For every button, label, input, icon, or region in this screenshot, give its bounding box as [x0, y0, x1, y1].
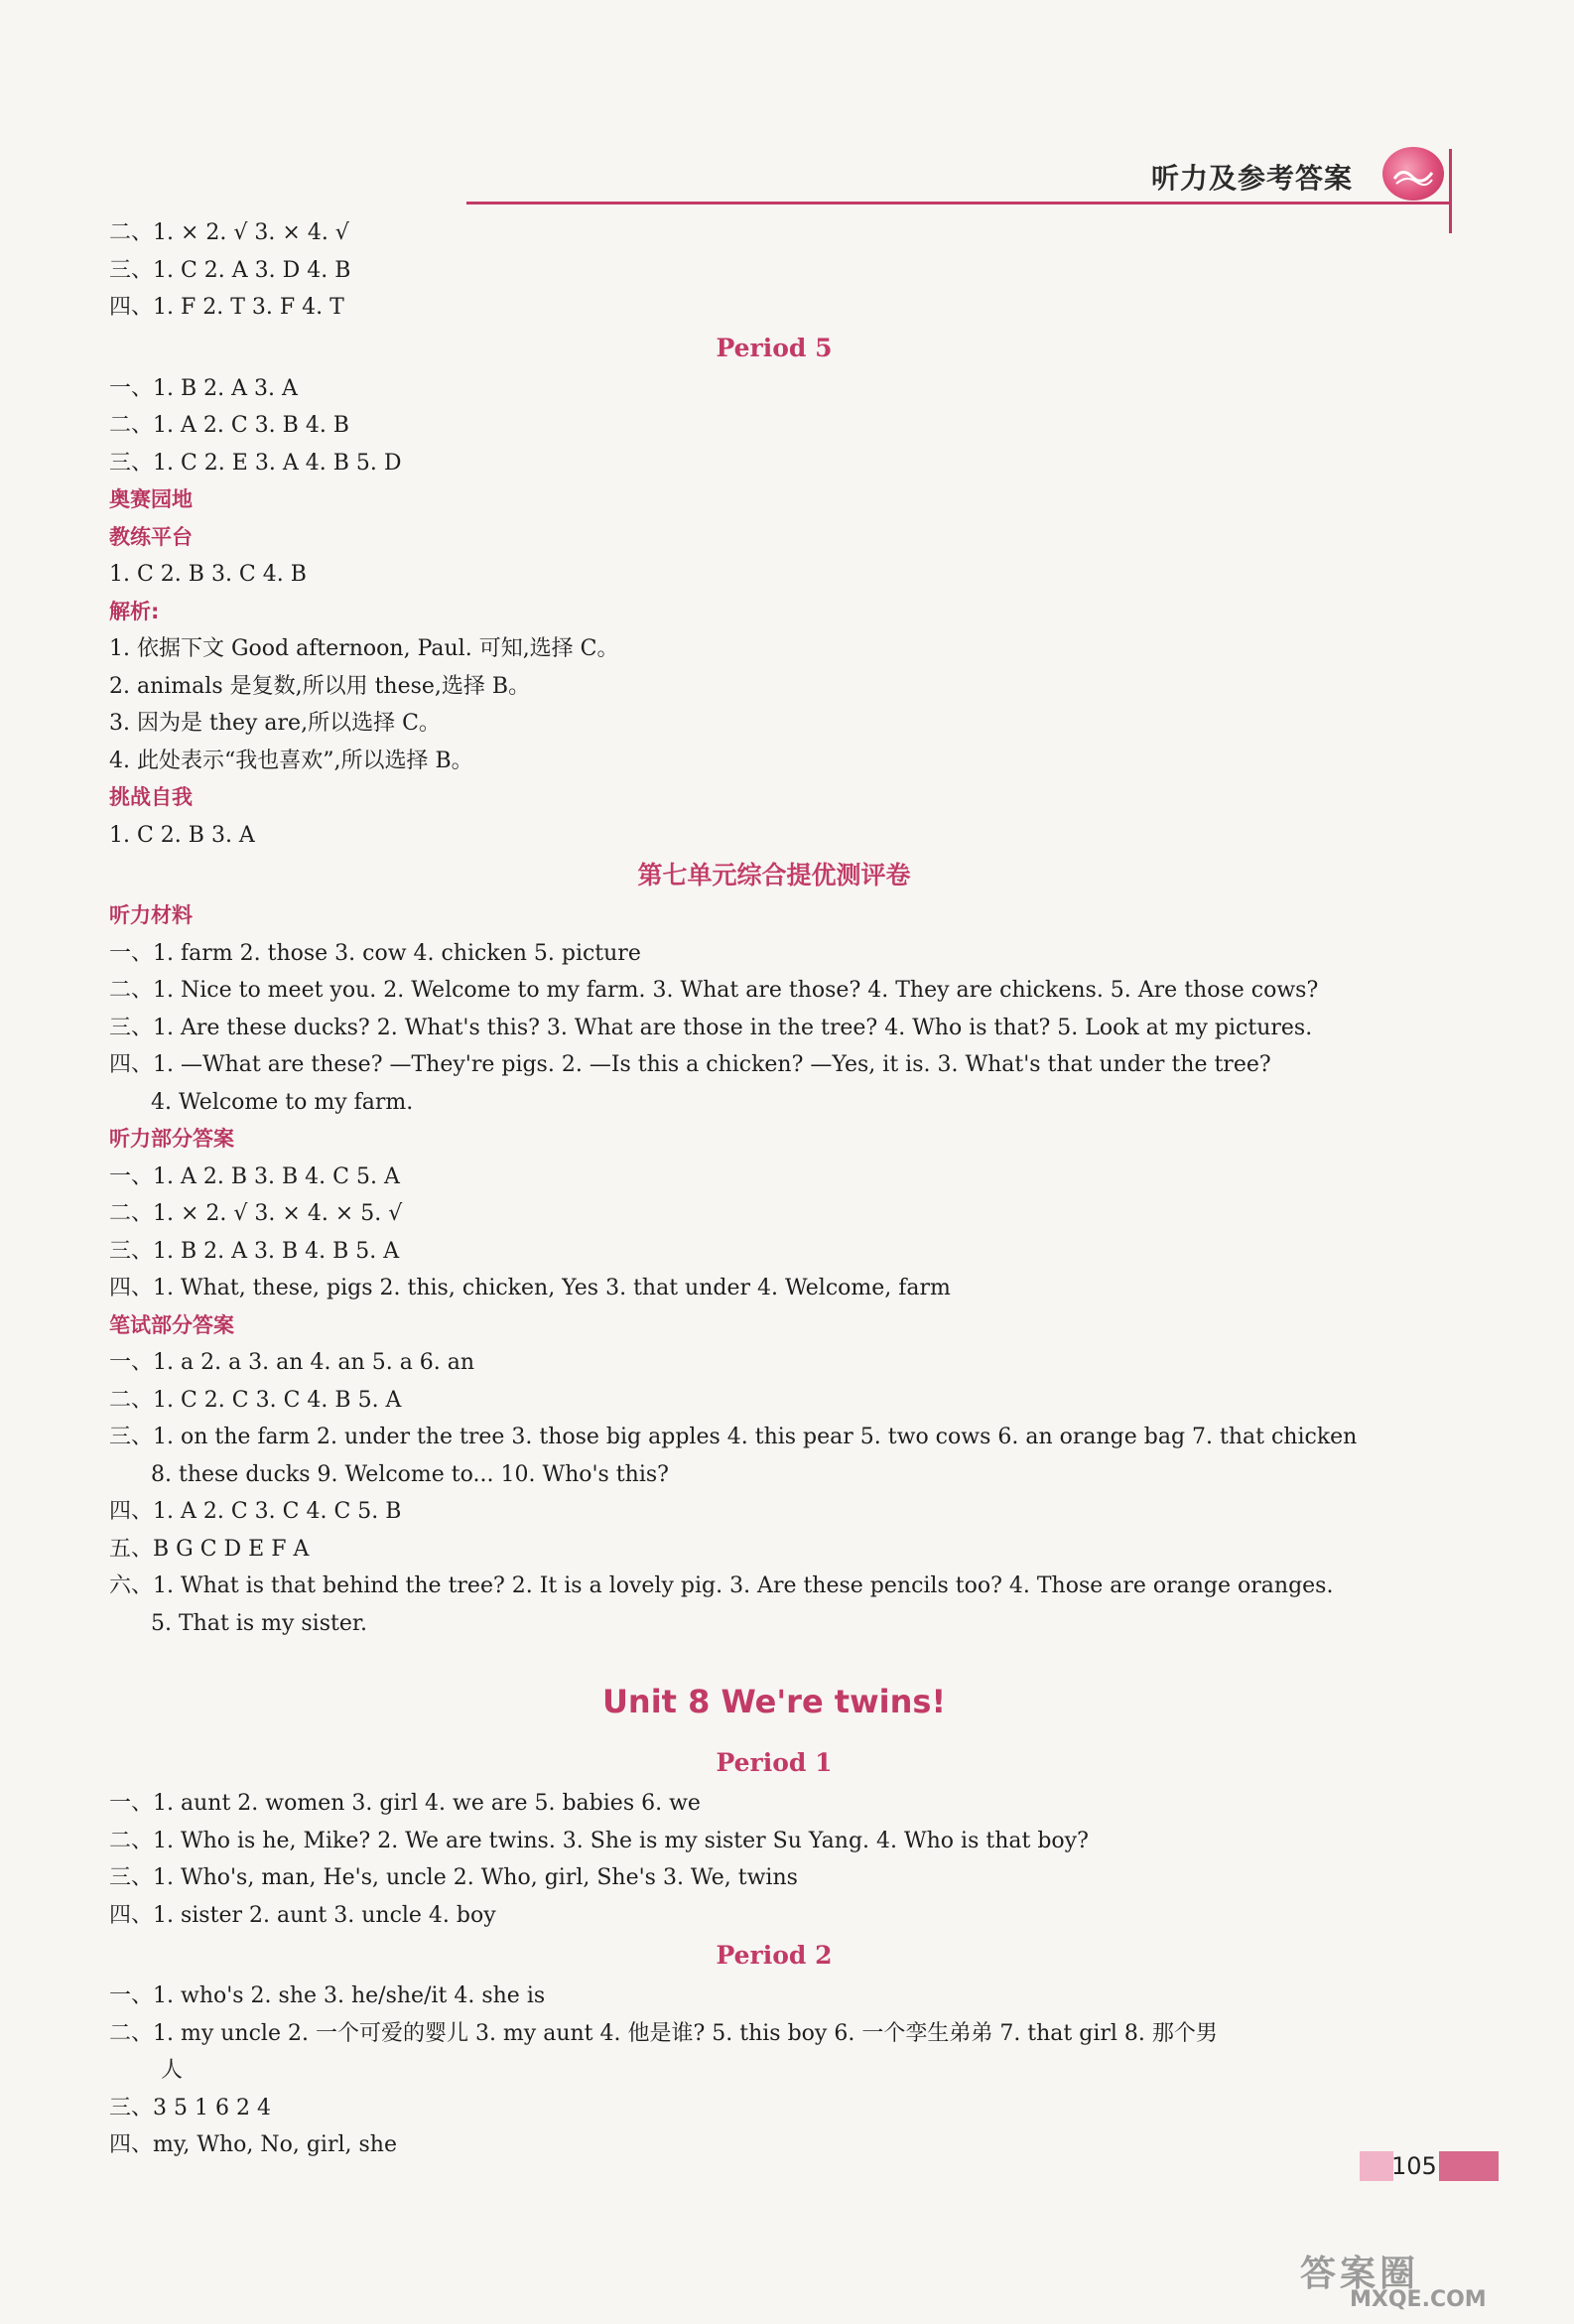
answer-line: 五、B G C D E F A [109, 1536, 310, 1562]
answer-line: 三、1. Are these ducks? 2. What's this? 3. What are those in the tree? 4. Who is that? 5. Look at my pictures. [109, 1015, 1313, 1040]
answer-line-continued: 4. Welcome to my farm. [151, 1089, 414, 1115]
answer-line: 2. animals 是复数,所以用 these,选择 B。 [109, 673, 531, 699]
answer-line: 一、1. aunt 2. women 3. girl 4. we are 5. babies 6. we [109, 1791, 701, 1816]
section-label: 解析: [109, 599, 160, 623]
period-heading: Period 2 [716, 1941, 833, 1970]
answer-line: 二、1. Nice to meet you. 2. Welcome to my farm. 3. What are those? 4. They are chickens. 5. Are those cows? [109, 978, 1319, 1003]
answer-line: 三、1. C 2. A 3. D 4. B [109, 257, 351, 283]
section-label: 听力材料 [109, 903, 193, 927]
page-number-text: 105 [1391, 2152, 1437, 2180]
answer-line: 1. 依据下文 Good afternoon, Paul. 可知,选择 C。 [109, 636, 619, 661]
watermark-top: 答案圈 [1300, 2254, 1420, 2294]
answer-line: 三、1. C 2. E 3. A 4. B 5. D [109, 450, 402, 476]
section-label: 挑战自我 [109, 785, 193, 809]
answer-line: 一、1. who's 2. she 3. he/she/it 4. she is [109, 1983, 546, 2008]
answer-line: 四、1. F 2. T 3. F 4. T [109, 295, 344, 320]
answer-line: 三、1. B 2. A 3. B 4. B 5. A [109, 1238, 400, 1264]
header-vertical-rule [1449, 149, 1452, 233]
watermark [1290, 2246, 1558, 2315]
answer-line: 二、1. A 2. C 3. B 4. B [109, 413, 349, 438]
answer-line: 六、1. What is that behind the tree? 2. It is a lovely pig. 3. Are these pencils too? 4. Those are orange oranges. [109, 1573, 1334, 1598]
answer-line-continued: 5. That is my sister. [151, 1610, 367, 1636]
answer-line: 二、1. × 2. √ 3. × 4. √ [109, 220, 349, 245]
unit-heading: Unit 8 We're twins! [601, 1683, 947, 1720]
answer-line: 一、1. A 2. B 3. B 4. C 5. A [109, 1163, 400, 1189]
answer-line: 四、1. A 2. C 3. C 4. C 5. B [109, 1499, 402, 1524]
answer-line: 一、1. farm 2. those 3. cow 4. chicken 5. picture [109, 940, 641, 966]
period-heading: Period 1 [716, 1748, 833, 1777]
answer-line: 四、1. What, these, pigs 2. this, chicken, Yes 3. that under 4. Welcome, farm [109, 1276, 951, 1300]
answer-line: 二、1. C 2. C 3. C 4. B 5. A [109, 1387, 402, 1413]
section-label: 笔试部分答案 [109, 1312, 234, 1337]
answer-line: 3. 因为是 they are,所以选择 C。 [109, 711, 441, 736]
page-number [1360, 2149, 1499, 2181]
answer-line: 三、1. on the farm 2. under the tree 3. those big apples 4. this pear 5. two cows 6. an orange bag 7. that chicken [109, 1425, 1358, 1449]
answer-line: 四、1. —What are these? —They're pigs. 2. —Is this a chicken? —Yes, it is. 3. What's that under the tree? [109, 1052, 1271, 1077]
section-label: 教练平台 [109, 524, 193, 549]
answer-line: 一、1. a 2. a 3. an 4. an 5. a 6. an [109, 1350, 475, 1375]
answer-line-continued: 人 [161, 2058, 184, 2083]
section-label: 奥赛园地 [109, 487, 193, 511]
watermark-bottom: MXQE.COM [1350, 2287, 1487, 2312]
logo-icon [1382, 147, 1444, 201]
answer-line: 二、1. × 2. √ 3. × 4. × 5. √ [109, 1201, 403, 1226]
header-rule [466, 202, 1449, 205]
answer-line: 一、1. B 2. A 3. A [109, 375, 298, 401]
section-label: 听力部分答案 [109, 1127, 234, 1151]
answer-line: 二、1. my uncle 2. 一个可爱的婴儿 3. my aunt 4. 他是谁? 5. this boy 6. 一个孪生弟弟 7. that girl 8. 那个男 [109, 2020, 1218, 2046]
answer-line: 4. 此处表示“我也喜欢”,所以选择 B。 [109, 748, 473, 773]
header-title: 听力及参考答案 [1151, 162, 1354, 195]
period-heading: Period 5 [716, 333, 833, 362]
answer-line: 二、1. Who is he, Mike? 2. We are twins. 3. She is my sister Su Yang. 4. Who is that boy? [109, 1828, 1089, 1853]
answer-line-continued: 8. these ducks 9. Welcome to... 10. Who's this? [151, 1461, 669, 1487]
answer-line: 1. C 2. B 3. A [109, 822, 255, 848]
answer-line: 三、1. Who's, man, He's, uncle 2. Who, girl, She's 3. We, twins [109, 1865, 798, 1890]
answer-line: 三、3 5 1 6 2 4 [109, 2095, 271, 2120]
answer-content [109, 214, 1439, 2164]
answer-line: 1. C 2. B 3. C 4. B [109, 562, 307, 587]
answer-line: 四、1. sister 2. aunt 3. uncle 4. boy [109, 1902, 496, 1928]
answer-line: 四、my, Who, No, girl, she [109, 2132, 397, 2157]
test-heading: 第七单元综合提优测评卷 [637, 861, 911, 889]
